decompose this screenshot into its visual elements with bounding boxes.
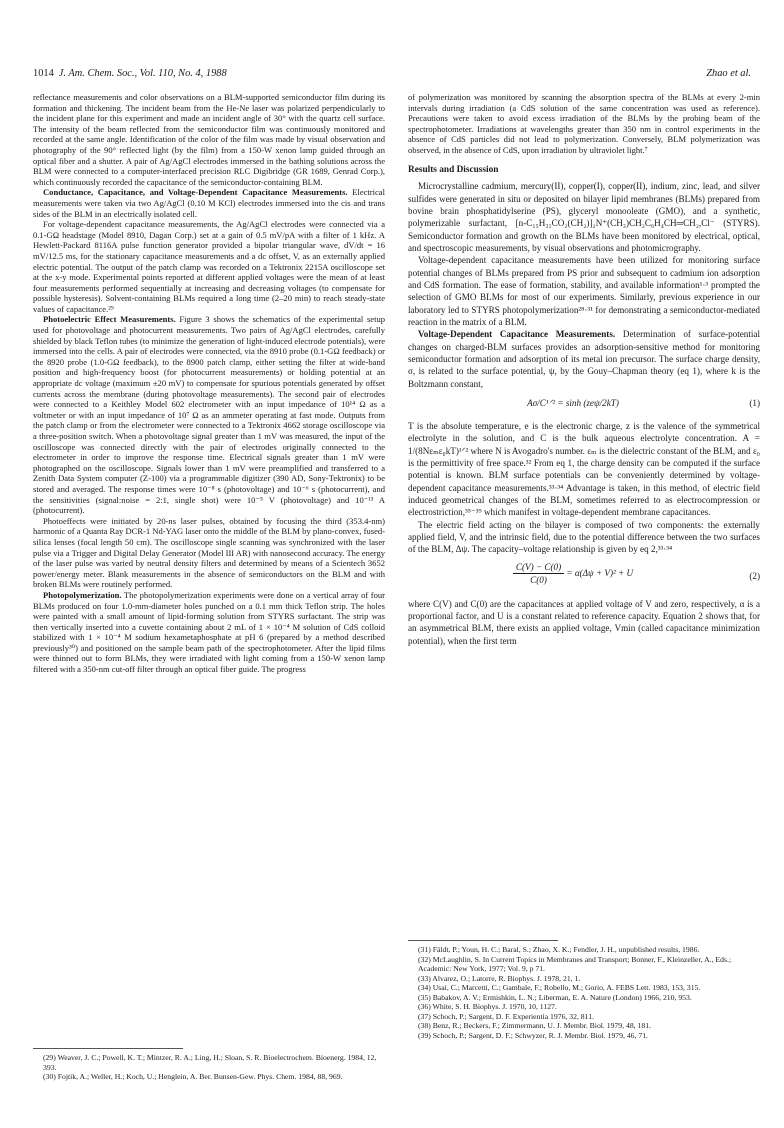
equation-2-denominator: C(0) [530,575,547,586]
paragraph-text: The photopolymerization experiments were done on a vertical array of four BLMs produced on four 1.0-mm-diameter holes punched on a 0.1 mm thick Teflon strip. The holes were painted with a small amount of lipid-forming solution from STYRS surfactant. The strip was then vertically inserted into a cuvette containing about 2 mL of 1 × 10⁻⁴ M solution of CdS colloid stabilized with 1 × 10⁻⁴ M sodium hexametaphosphate at pH 6 (prepared by a method described previously³⁰) and positioned on the sample beam path of the spectrophotometer. After the lipid films were thinned out to form BLMs, they were irradiated with light coming from a 150-W xenon lamp filtered with a 350-nm cut-off filter through an optical fiber guide. The progress [33,589,385,675]
paragraph [33,187,385,219]
footnote: (36) White, S. H. Biophys. J. 1970, 10, 1127. [418,1002,557,1011]
paragraph [33,590,385,675]
paragraph: where C(V) and C(0) are the capacitances at applied voltage of V and zero, respectively, α is a proportional factor, and U is a constant related to reference capacity. Equation 2 shows that, for an asymmetrical BLM, there exists an applied voltage, Vmin (called capacitance minimization potential), when the first term [408,598,760,646]
paragraph-text: Determination of surface-potential changes on charged-BLM surfaces provides an adsorption-sensitive method for monitoring semiconductor formation and adsorption of its metal ion precursor. The surface charge density, σ, is related to the surface potential, ψ, by the Gouy–Chapman theory (eq 1), where k is the Boltzmann constant, [408,329,760,389]
footnotes-left [33,1048,385,1082]
paragraph: T is the absolute temperature, e is the electronic charge, z is the valence of the symmetrical electrolyte in the solution, and C is the bulk aqueous electrolyte concentration. A = 1/(8Nεₘε₀kT)¹ᐟ² where N is Avogadro's number. εₘ is the dielectric constant of the BLM, and ε₀ is the permittivity of free space.³² From eq 1, the charge density can be computed if the surface potential is known. BLM surface potentials can be conveniently determined by voltage-dependent capacitance measurements.³³·³⁴ Advantage is taken, in this method, of electric field induced geometrical changes of the BLM, sometimes referred to as electrocompression or electrostriction,³⁵⁻³⁹ which manifest in voltage-dependent membrane capacitances. [408,421,760,518]
run-in-heading: Photoelectric Effect Measurements. [43,314,176,325]
equation-2-fraction [513,561,564,587]
footnote: (38) Benz, R.; Beckers, F.; Zimmermann, U. J. Membr. Biol. 1979, 48, 181. [418,1021,651,1030]
footnote-rule [33,1048,183,1049]
equation-2-rhs: = α(Δψ + V)² + U [566,567,634,578]
equation-2-number: (2) [749,570,760,581]
run-in-heading: Conductance, Capacitance, and Voltage-Dependent Capacitance Measurements. [43,187,348,198]
journal-name: J. Am. Chem. Soc., Vol. 110, No. 4, 1988 [58,68,227,79]
run-in-heading: Photopolymerization. [43,589,122,600]
footnote: (30) Fojtik, A.; Weller, H.; Koch, U.; Henglein, A. Ber. Bunsen-Gew. Phys. Chem. 1984, 88, 969. [43,1072,343,1081]
paragraph-text: Electrical measurements were taken via two Ag/AgCl (0.10 M KCl) electrodes immersed into the cis and trans sides of the BLM in an electrically isolated cell. [33,187,385,219]
paragraph: The electric field acting on the bilayer is composed of two components: the externally applied field, V, and the intrinsic field, due to the potential difference between the two surfaces of the BLM, Δψ. The capacity–voltage relationship is given by eq 2,³³·³⁴ [408,519,760,555]
paragraph: Voltage-dependent capacitance measurements have been utilized for monitoring surface potential changes of BLMs prepared from PS prior and subsequent to cadmium ion adsorption and CdS formation. The ease of formation, stability, and available information¹·³ prompted the selection of GMO BLMs for most of our experiments. Similarly, previous experience in our laboratory led to STYRS photopolymerization²⁸·³¹ for demonstrating a semiconductor-mediated reaction in the matrix of a BLM. [408,255,760,327]
footnote: (39) Schoch, P.; Sargent, D. F.; Schwyzer, R. J. Membr. Biol. 1979, 46, 71. [418,1030,648,1040]
left-column [33,92,385,675]
section-heading: Results and Discussion [408,164,499,175]
footnote: (29) Weaver, J. C.; Powell, K. T.; Mintzer, R. A.; Ling, H.; Sloan, S. R. Bioelectrochem. Bioenerg. 1984, 12, 393. [43,1053,377,1072]
equation-2 [408,560,760,594]
footnote: (32) McLaughlin, S. In Current Topics in Membranes and Transport; Bonner, F., Kleinzeller, A., Eds.; Academic: New York, 1977; Vol. 9, p 71. [418,954,732,973]
footnote: (31) Fäldt, P.; Youn, H. C.; Baral, S.; Zhao, X. K.; Fendler, J. H., unpublished results, 1986. [418,945,700,954]
results-body [408,180,760,647]
paragraph-text: Figure 3 shows the schematics of the experimental setup used for photovoltage and photocurrent measurements. Two pairs of Ag/AgCl electrodes, carefully shielded by black Teflon tubes (to minimize the generation of light-induced electrode potentials), were immersed into the cells. A pair of electrodes were connected, via the 8910 probe (0.1-GΩ feedback) or the 8920 probe (1.0-GΩ feedback), to the 8900 patch clamp, either setting the filter at wide-band position and high-frequency boost (for photocurrent measurements) or holding potential at an appropriate dc voltage (maximum ±20 mV) to compensate for spurious potentials generated by offset currents across the membrane (during photovoltage measurements). The second pair of electrodes were connected to a Keithley Model 602 electrometer with an input impedance of 10¹⁴ Ω as a voltmeter or with an input impedance of 10⁷ Ω as an ammeter operating at fast mode. Outputs from the patch clamp or from the electrometer were connected to a Tektronix 4662 storage oscilloscope via a three-position switch. When a photovoltage signal greater than 1 mV was measured, the input of the oscilloscope was connected directly with the pair of electrodes originally connected to the electrometer in order to improve the response time. Electrical signals greater than 1 mV were photographed on the oscilloscope. Signals lower than 1 mV were preamplified and transferred to a Zenith Data System computer (Z-100) via a programmable digitizer (390 AD, Sony-Tektronix) to be stored and averaged. The response times were 10⁻⁸ s (photovoltage) and 10⁻⁶ s (photocurrent), and the sensitivities (signal:noise = 2:1, single shot) were 10⁻⁵ V (photovoltage) and 10⁻¹³ A (photocurrent). [33,314,386,516]
run-in-heading: Voltage-Dependent Capacitance Measurements. [418,329,616,340]
footnote: (33) Alvarez, O.; Latorre, R. Biophys. J. 1978, 21, 1. [418,973,581,983]
footnote: (35) Babakov, A. V.; Ermishkin, L. N.; Liberman, E. A. Nature (London) 1966, 210, 953. [418,992,692,1002]
equation-2-numerator: C(V) − C(0) [513,561,564,574]
equation-2-body [408,561,738,587]
right-column [408,92,760,647]
paragraph [408,328,760,390]
paragraph: Photoeffects were initiated by 20-ns laser pulses, obtained by focusing the third (353.4-nm) harmonic of a Quanta Ray DCR-1 Nd-YAG laser onto the middle of the BLM by plano-convex, fused-silica lenses (focal length 50 cm). The oscilloscope single scanning was synchronized with the laser pulse via a Trigger and Digital Delay Generator (Model III AR) with nanosecond accuracy. The energy of the laser pulse was varied by neutral density filters and determined by means of a Scientech 3652 power/energy meter. Blank measurements in the absence of semiconductors on the BLM and with broken BLMs were routinely performed. [33,515,385,590]
paragraph [33,314,385,515]
journal-citation [33,67,227,81]
paragraph: of polymerization was monitored by scanning the absorption spectra of the BLMs at every 2-min intervals during irradiation (a CdS solution of the same concentration was used as reference). Precautions were taken to avoid excess irradiation of the BLMs by the probing beam of the spectrophotometer. Irradiations at wavelengths greater than 350 nm in control experiments in the absence of CdS particles did not lead to polymerization. Conversely, BLM polymerization was observed, in the absence of CdS, upon irradiation by ultraviolet light.⁷ [408,92,760,155]
equation-1-number: (1) [749,398,760,408]
footnote-rule [408,940,558,941]
footnotes-right [408,940,760,1040]
paragraph: For voltage-dependent capacitance measurements, the Ag/AgCl electrodes were connected via a 0.1-GΩ headstage (Model 8910, Dagan Corp.) set at a gain of 0.5 mV/pA with a filter of 1 kHz. A Hewlett-Packard 8116A pulse function generator provided a bipolar triangular wave, dV/dt = 16 mV/12.5 ms, for the stationary capacitance measurements and a dc offset, V, as an externally applied electric potential. The output of the patch clamp was recorded on a Tektronix 2215A oscilloscope set at the x-y mode. Experimental points reported at different applied voltages were the mean of at least four measurements performed sequentially at increasing and decreasing voltages (to compensate for possible hysteresis). Solvent-containing BLMs required a long time (2–20 min) to reach steady-state values of capacitance.²⁹ [33,219,385,314]
equation-1-body: Aσ/C¹ᐟ² = sinh (zeψ/2kT) [527,398,619,408]
footnote: (37) Schoch, P.; Sargent, D. F. Experientia 1976, 32, 811. [418,1011,594,1021]
paragraph: Microcrystalline cadmium, mercury(II), copper(I), copper(II), indium, zinc, lead, and silver sulfides were generated in situ or deposited on bilayer lipid membranes (BLMs) prepared from bovine brain phosphatidylserine (PS), glyceryl monooleate (GMO), and a synthetic, polymerizable surfactant, [n-C₁₅H₃₁CO₂(CH₂)]₂N⁺(CH₃)CH₂C₆H₄CH═CH₂,Cl⁻ (STYRS). Semiconductor formation and growth on the BLMs have been monitored by electrical, optical, and spectroscopic measurements, by visual observations and photomicrography. [408,181,760,253]
running-header [33,67,751,81]
paragraph: reflectance measurements and color observations on a BLM-supported semiconductor film during its formation and thickening. The incident beam from the He-Ne laser was polarized perpendicularly to the incident plane for this experiment and made an incident angle of 30° with the quartz cell surface. The intensity of the beam reflected from the semiconductor film was continuously monitored and recorded at the same angle. Identification of the color of the film was made by visual observation and photography of the 90° reflected light (by the film) from a 150-W xenon lamp guided through an optical fiber and a shutter. A pair of Ag/AgCl electrodes immersed in the bathing solutions across the BLM were connected to a computer-interfaced precision RLC Digibridge (GR 1689, Genrad Corp.), which continuously recorded the capacitance of the semiconductor-containing BLM. [33,92,385,187]
author-running-head: Zhao et al. [706,68,751,79]
equation-1 [408,394,760,416]
footnote: (34) Usai, C.; Marcetti, C.; Gambale, F.; Robello, M.; Gorio, A. FEBS Lett. 1983, 153, 315. [418,983,701,992]
page-number: 1014 [33,68,54,79]
